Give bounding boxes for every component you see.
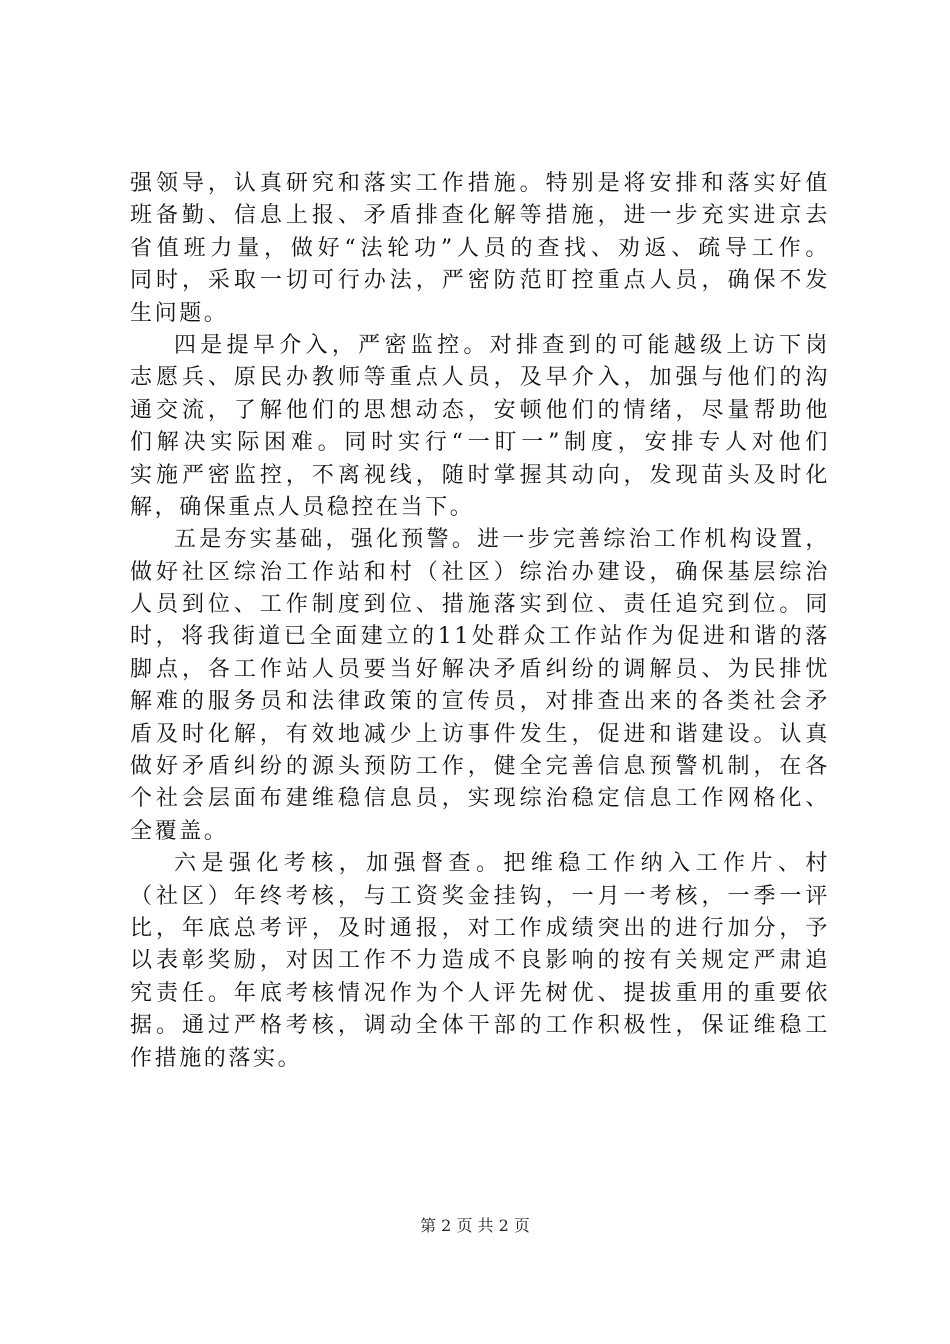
text-line: 比，年底总考评，及时通报，对工作成绩突出的进行加分，予	[130, 915, 830, 941]
text-line: 作措施的落实。	[130, 1045, 303, 1071]
text-line: 四是提早介入，严密监控。对排查到的可能越级上访下岗	[174, 332, 830, 358]
paragraph-2	[130, 330, 830, 524]
text-line: 做好社区综治工作站和村（社区）综治办建设，确保基层综治	[130, 559, 830, 585]
text-line: 脚点，各工作站人员要当好解决矛盾纠纷的调解员、为民排忧	[130, 656, 830, 682]
text-line: 究责任。年底考核情况作为个人评先树优、提拔重用的重要依	[130, 980, 830, 1006]
text-line: 生问题。	[130, 300, 229, 326]
text-line: 据。通过严格考核，调动全体干部的工作积极性，保证维稳工	[130, 1013, 830, 1039]
text-line: 解，确保重点人员稳控在当下。	[130, 494, 475, 520]
text-line: 实施严密监控，不离视线，随时掌握其动向，发现苗头及时化	[130, 462, 830, 488]
text-line: 时，将我街道已全面建立的11处群众工作站作为促进和谐的落	[130, 624, 830, 650]
text-line: 通交流，了解他们的思想动态，安顿他们的情绪，尽量帮助他	[130, 397, 830, 423]
text-line: 全覆盖。	[130, 818, 229, 844]
text-line: 志愿兵、原民办教师等重点人员，及早介入，加强与他们的沟	[130, 365, 830, 391]
paragraph-4	[130, 848, 830, 1075]
document-body	[130, 168, 830, 1075]
text-line: 六是强化考核，加强督查。把维稳工作纳入工作片、村	[174, 851, 830, 877]
text-line: 以表彰奖励，对因工作不力造成不良影响的按有关规定严肃追	[130, 948, 830, 974]
text-line: （社区）年终考核，与工资奖金挂钩，一月一考核，一季一评	[130, 883, 830, 909]
text-line: 同时，采取一切可行办法，严密防范盯控重点人员，确保不发	[130, 268, 830, 294]
text-line: 们解决实际困难。同时实行“一盯一”制度，安排专人对他们	[130, 430, 830, 456]
text-line: 五是夯实基础，强化预警。进一步完善综治工作机构设置，	[174, 527, 830, 553]
text-line: 解难的服务员和法律政策的宣传员，对排查出来的各类社会矛	[130, 689, 830, 715]
text-line: 强领导，认真研究和落实工作措施。特别是将安排和落实好值	[130, 171, 830, 196]
text-line: 个社会层面布建维稳信息员，实现综治稳定信息工作网格化、	[130, 786, 830, 812]
text-line: 班备勤、信息上报、矛盾排查化解等措施，进一步充实进京去	[130, 203, 830, 229]
text-line: 省值班力量，做好“法轮功”人员的查找、劝返、疏导工作。	[130, 235, 830, 261]
paragraph-1	[130, 168, 830, 330]
text-line: 人员到位、工作制度到位、措施落实到位、责任追究到位。同	[130, 592, 830, 618]
paragraph-3	[130, 524, 830, 848]
text-line: 盾及时化解，有效地减少上访事件发生，促进和谐建设。认真	[130, 721, 830, 747]
text-line: 做好矛盾纠纷的源头预防工作，健全完善信息预警机制，在各	[130, 754, 830, 780]
page-number-footer: 第 2 页 共 2 页	[420, 1216, 530, 1235]
